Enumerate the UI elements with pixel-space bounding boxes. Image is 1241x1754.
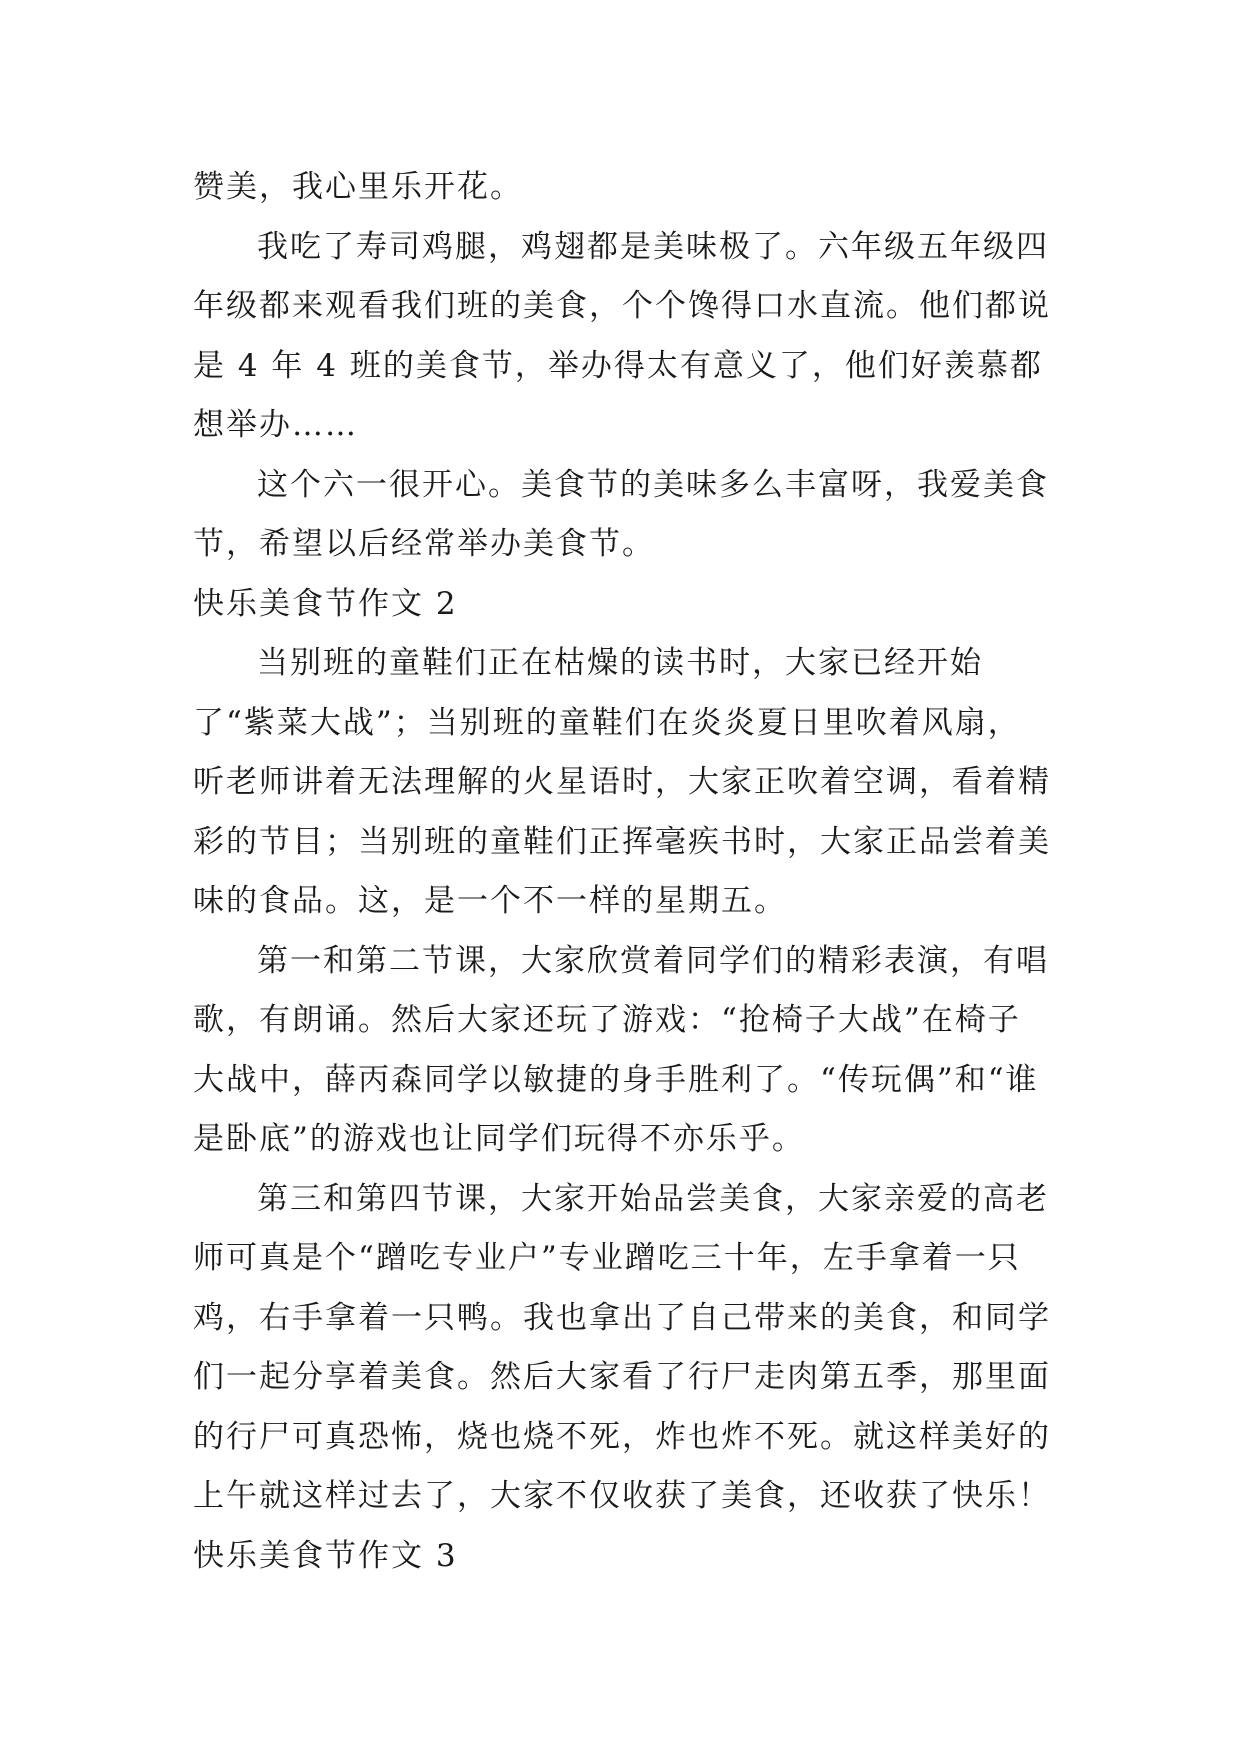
essay-heading-2: 快乐美食节作文 2 — [193, 585, 458, 622]
paragraph-different-friday: 当别班的童鞋们正在枯燥的读书时，大家已经开始了“紫菜大战”；当别班的童鞋们在炎炎夏日里吹着风扇，听老师讲着无法理解的火星语时，大家正吹着空调，看着精彩的节目；当别班的童鞋们正挥毫疾书时，大家正品尝着美味的食品。这，是一个不一样的星期五。 — [193, 645, 1051, 919]
paragraph-third-fourth-class: 第三和第四节课，大家开始品尝美食，大家亲爱的高老师可真是个“蹭吃专业户”专业蹭吃三十年，左手拿着一只鸡，右手拿着一只鸭。我也拿出了自己带来的美食，和同学们一起分享着美食。然后大家看了行尸走肉第五季，那里面的行尸可真恐怖，烧也烧不死，炸也炸不死。就这样美好的上午就这样过去了，大家不仅收获了美食，还收获了快乐！ — [193, 1180, 1051, 1514]
paragraph-food-tasting: 我吃了寿司鸡腿，鸡翅都是美味极了。六年级五年级四年级都来观看我们班的美食，个个馋得口水直流。他们都说是 4 年 4 班的美食节，举办得太有意义了，他们好羡慕都想举办…… — [193, 228, 1051, 443]
paragraph-first-second-class: 第一和第二节课，大家欣赏着同学们的精彩表演，有唱歌，有朗诵。然后大家还玩了游戏：“抢椅子大战”在椅子大战中，薛丙森同学以敏捷的身手胜利了。“传玩偶”和“谁是卧底”的游戏也让同学们玩得不亦乐乎。 — [193, 942, 1049, 1157]
document-body — [193, 158, 1053, 1586]
paragraph-continuation: 赞美，我心里乐开花。 — [193, 169, 523, 205]
paragraph-childrens-day: 这个六一很开心。美食节的美味多么丰富呀，我爱美食节，希望以后经常举办美食节。 — [193, 466, 1049, 562]
essay-heading-3: 快乐美食节作文 3 — [193, 1537, 458, 1574]
